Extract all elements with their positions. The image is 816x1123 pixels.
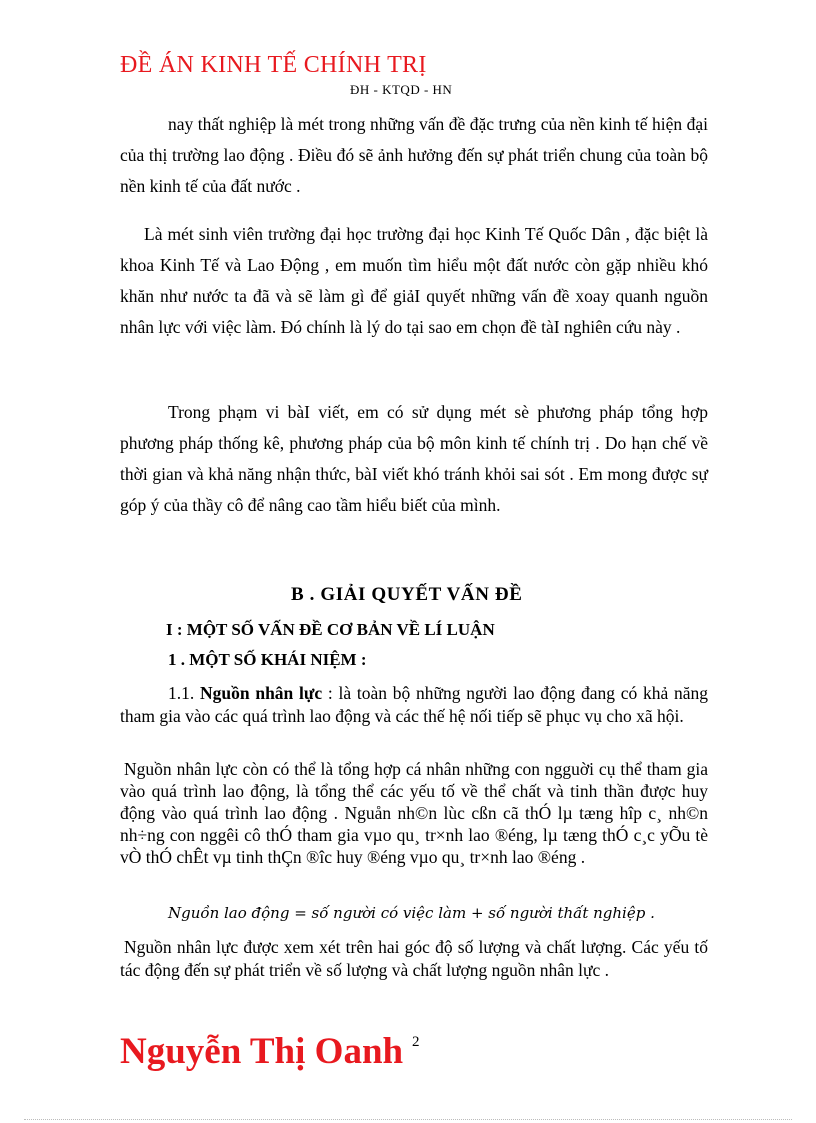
formula-line: Nguồn lao động = số người có việc làm + số người thất nghiệp . <box>168 904 655 922</box>
extra-paragraph: Nguồn nhân lực còn có thể là tổng hợp cá nhân những con ngguời cụ thể tham gia vào quá trình lao động, là tổng thể các yếu tố về thể chất và tinh thần được huy động vào quá trình lao động . Nguån nh©n lùc cßn cã thÓ lµ tæng hîp c¸ nh©n nh÷ng con nggêi cô thÓ tham gia vµo qu¸ tr×nh lao ®éng, lµ tæng thÓ c¸c yÕu tè vÒ thÓ chÊt vµ tinh thÇn ®îc huy ®éng vµo qu¸ tr×nh lao ®éng . <box>120 759 708 867</box>
section-b-heading: B . GIẢI QUYẾT VẤN ĐỀ <box>291 584 523 605</box>
section-1-heading: 1 . MỘT SỐ KHÁI NIỆM : <box>168 650 367 669</box>
document-header-title: ĐỀ ÁN KINH TẾ CHÍNH TRỊ <box>120 52 427 78</box>
definition-paragraph <box>120 682 708 728</box>
page-bottom-divider <box>24 1119 792 1120</box>
footer-page-number: 2 <box>412 1034 420 1050</box>
definition-term: Nguồn nhân lực <box>200 683 323 703</box>
document-header-subtitle: ĐH - KTQD - HN <box>350 82 453 97</box>
intro-paragraph-2: Là mét sinh viên trường đại học trường đại học Kinh Tế Quốc Dân , đặc biệt là khoa Kinh Tế và Lao Động , em muốn tìm hiểu một đất nước còn gặp nhiều khó khăn như nước ta đã và sẽ làm gì để giảI quyết những vấn đề xoay quanh nguồn nhân lực với việc làm. Đó chính là lý do tại sao em chọn đề tàI nghiên cứu này . <box>120 224 708 337</box>
intro-paragraph-1: nay thất nghiệp là mét trong những vấn đề đặc trưng của nền kinh tế hiện đại của thị trường lao động . Điều đó sẽ ảnh hưởng đến sự phát triển chung của toàn bộ nền kinh tế của đất nước . <box>120 114 708 196</box>
footer-author-name: Nguyễn Thị Oanh <box>120 1031 404 1072</box>
definition-number: 1.1. <box>168 683 200 703</box>
intro-paragraph-3: Trong phạm vi bàI viết, em có sử dụng mét sè phương pháp tổng hợp phương pháp thống kê, phương pháp của bộ môn kinh tế chính trị . Do hạn chế về thời gian và khả năng nhận thức, bàI viết khó tránh khỏi sai sót . Em mong được sự góp ý của thầy cô để nâng cao tầm hiểu biết của mình. <box>120 402 708 515</box>
last-paragraph: Nguồn nhân lực được xem xét trên hai góc độ số lượng và chất lượng. Các yếu tố tác động đến sự phát triển về số lượng và chất lượng nguồn nhân lực . <box>120 937 708 980</box>
definition-text: : là toàn bộ những người lao động đang có khả năng tham gia vào các quá trình lao động và các thế hệ nối tiếp sẽ phục vụ cho xã hội. <box>120 683 709 726</box>
section-i-heading: I : MỘT SỐ VẤN ĐỀ CƠ BẢN VỀ LÍ LUẬN <box>166 620 495 639</box>
